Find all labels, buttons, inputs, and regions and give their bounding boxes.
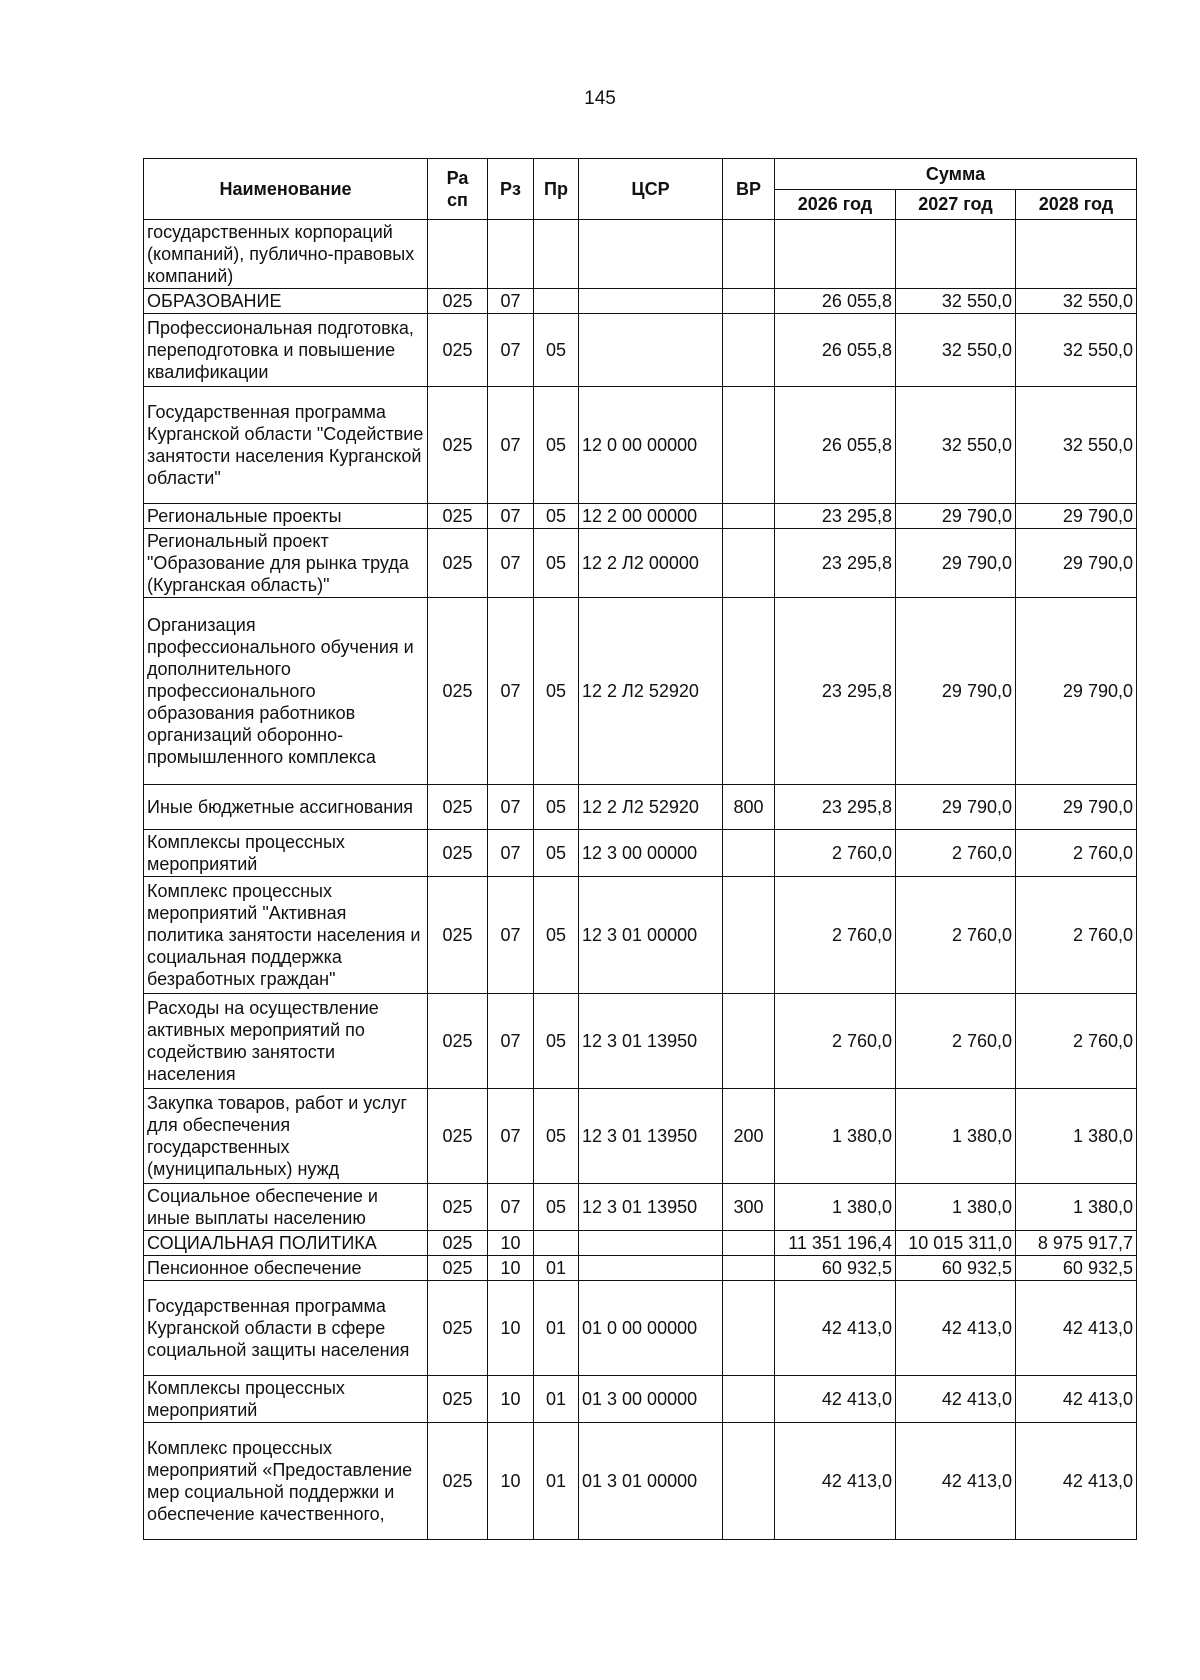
cell-name: Закупка товаров, работ и услуг для обеспечения государственных (муниципальных) нужд — [144, 1089, 428, 1184]
cell-rz: 07 — [488, 289, 534, 314]
cell-rz: 07 — [488, 1089, 534, 1184]
cell-2026: 23 295,8 — [775, 504, 896, 529]
cell-rasp: 025 — [428, 994, 488, 1089]
cell-csr — [579, 289, 723, 314]
cell-name: Комплексы процессных мероприятий — [144, 1376, 428, 1423]
cell-pr: 05 — [534, 529, 579, 598]
cell-name: Региональный проект "Образование для рынка труда (Курганская область)" — [144, 529, 428, 598]
cell-csr: 12 3 01 00000 — [579, 877, 723, 994]
cell-pr: 01 — [534, 1376, 579, 1423]
table-row — [144, 1089, 1137, 1184]
table-row — [144, 1184, 1137, 1231]
cell-rz — [488, 220, 534, 289]
cell-vr — [723, 289, 775, 314]
header-rasp: Ра сп — [428, 159, 488, 220]
cell-2027: 42 413,0 — [896, 1423, 1016, 1540]
table-row — [144, 314, 1137, 387]
cell-pr: 01 — [534, 1281, 579, 1376]
cell-2028: 29 790,0 — [1016, 785, 1137, 830]
table-row — [144, 1423, 1137, 1540]
table-row — [144, 1256, 1137, 1281]
cell-2027: 32 550,0 — [896, 314, 1016, 387]
cell-2026: 42 413,0 — [775, 1423, 896, 1540]
table-row — [144, 785, 1137, 830]
cell-2028: 1 380,0 — [1016, 1089, 1137, 1184]
cell-vr — [723, 830, 775, 877]
cell-pr: 05 — [534, 314, 579, 387]
cell-2026: 26 055,8 — [775, 387, 896, 504]
cell-pr — [534, 220, 579, 289]
header-row — [144, 159, 1137, 190]
cell-2026: 23 295,8 — [775, 598, 896, 785]
cell-rz: 07 — [488, 387, 534, 504]
header-sum: Сумма — [775, 159, 1137, 190]
cell-2026: 1 380,0 — [775, 1184, 896, 1231]
cell-2028: 2 760,0 — [1016, 830, 1137, 877]
cell-2026: 42 413,0 — [775, 1376, 896, 1423]
cell-name: Региональные проекты — [144, 504, 428, 529]
cell-csr: 12 3 01 13950 — [579, 1184, 723, 1231]
header-vr: ВР — [723, 159, 775, 220]
cell-2027: 42 413,0 — [896, 1281, 1016, 1376]
cell-pr: 01 — [534, 1423, 579, 1540]
table-row — [144, 1376, 1137, 1423]
cell-2027: 29 790,0 — [896, 529, 1016, 598]
cell-name: Иные бюджетные ассигнования — [144, 785, 428, 830]
cell-2026 — [775, 220, 896, 289]
cell-pr: 05 — [534, 1089, 579, 1184]
cell-csr: 12 2 Л2 52920 — [579, 598, 723, 785]
cell-name: Организация профессионального обучения и дополнительного профессионального образования работников организаций оборонно-промышленного комплекса — [144, 598, 428, 785]
cell-2028: 32 550,0 — [1016, 314, 1137, 387]
table-body — [144, 220, 1137, 1540]
table-row — [144, 598, 1137, 785]
cell-csr: 01 0 00 00000 — [579, 1281, 723, 1376]
cell-rasp: 025 — [428, 1376, 488, 1423]
table-row — [144, 830, 1137, 877]
cell-2027: 1 380,0 — [896, 1184, 1016, 1231]
cell-rasp: 025 — [428, 830, 488, 877]
cell-csr: 12 3 00 00000 — [579, 830, 723, 877]
cell-rasp: 025 — [428, 387, 488, 504]
header-name: Наименование — [144, 159, 428, 220]
cell-rasp: 025 — [428, 1256, 488, 1281]
cell-2027 — [896, 220, 1016, 289]
cell-vr — [723, 529, 775, 598]
cell-rasp: 025 — [428, 504, 488, 529]
cell-2028: 42 413,0 — [1016, 1376, 1137, 1423]
cell-csr: 12 2 Л2 00000 — [579, 529, 723, 598]
cell-rz: 10 — [488, 1256, 534, 1281]
header-year-2026: 2026 год — [775, 189, 896, 220]
cell-csr: 12 2 Л2 52920 — [579, 785, 723, 830]
cell-pr: 01 — [534, 1256, 579, 1281]
cell-2028: 29 790,0 — [1016, 504, 1137, 529]
table-row — [144, 504, 1137, 529]
header-year-2028: 2028 год — [1016, 189, 1137, 220]
cell-pr: 05 — [534, 598, 579, 785]
cell-vr: 800 — [723, 785, 775, 830]
cell-pr: 05 — [534, 504, 579, 529]
cell-2026: 1 380,0 — [775, 1089, 896, 1184]
cell-vr — [723, 387, 775, 504]
cell-pr: 05 — [534, 387, 579, 504]
cell-2027: 29 790,0 — [896, 598, 1016, 785]
cell-2028: 8 975 917,7 — [1016, 1231, 1137, 1256]
cell-rasp: 025 — [428, 785, 488, 830]
cell-2027: 2 760,0 — [896, 830, 1016, 877]
header-year-2027: 2027 год — [896, 189, 1016, 220]
cell-2028 — [1016, 220, 1137, 289]
table-row — [144, 877, 1137, 994]
cell-csr: 12 3 01 13950 — [579, 1089, 723, 1184]
cell-csr — [579, 1256, 723, 1281]
cell-2026: 2 760,0 — [775, 877, 896, 994]
cell-name: ОБРАЗОВАНИЕ — [144, 289, 428, 314]
cell-vr — [723, 1231, 775, 1256]
cell-2026: 2 760,0 — [775, 830, 896, 877]
cell-2027: 10 015 311,0 — [896, 1231, 1016, 1256]
cell-rasp: 025 — [428, 1184, 488, 1231]
cell-vr — [723, 1281, 775, 1376]
cell-vr — [723, 1256, 775, 1281]
budget-table — [143, 158, 1137, 1540]
cell-vr — [723, 220, 775, 289]
cell-name: Пенсионное обеспечение — [144, 1256, 428, 1281]
cell-rasp: 025 — [428, 1423, 488, 1540]
cell-2026: 11 351 196,4 — [775, 1231, 896, 1256]
table-row — [144, 994, 1137, 1089]
cell-rz: 10 — [488, 1376, 534, 1423]
cell-2027: 32 550,0 — [896, 387, 1016, 504]
cell-2026: 2 760,0 — [775, 994, 896, 1089]
cell-rz: 07 — [488, 785, 534, 830]
cell-rz: 07 — [488, 994, 534, 1089]
cell-2028: 32 550,0 — [1016, 387, 1137, 504]
cell-2028: 32 550,0 — [1016, 289, 1137, 314]
cell-csr: 12 2 00 00000 — [579, 504, 723, 529]
cell-pr: 05 — [534, 785, 579, 830]
cell-rz: 07 — [488, 830, 534, 877]
table-row — [144, 1281, 1137, 1376]
cell-csr: 01 3 00 00000 — [579, 1376, 723, 1423]
cell-name: Комплексы процессных мероприятий — [144, 830, 428, 877]
cell-vr — [723, 877, 775, 994]
cell-rz: 07 — [488, 1184, 534, 1231]
cell-csr — [579, 1231, 723, 1256]
table-row — [144, 220, 1137, 289]
table-row — [144, 1231, 1137, 1256]
cell-pr: 05 — [534, 1184, 579, 1231]
cell-csr — [579, 220, 723, 289]
cell-rasp: 025 — [428, 314, 488, 387]
cell-pr — [534, 1231, 579, 1256]
cell-csr: 12 0 00 00000 — [579, 387, 723, 504]
cell-vr — [723, 1423, 775, 1540]
cell-rz: 10 — [488, 1231, 534, 1256]
page-number: 145 — [584, 88, 616, 109]
cell-rz: 07 — [488, 877, 534, 994]
cell-2028: 2 760,0 — [1016, 877, 1137, 994]
cell-2026: 60 932,5 — [775, 1256, 896, 1281]
cell-vr: 200 — [723, 1089, 775, 1184]
cell-vr — [723, 504, 775, 529]
table-row — [144, 387, 1137, 504]
cell-csr — [579, 314, 723, 387]
cell-name: Государственная программа Курганской области в сфере социальной защиты населения — [144, 1281, 428, 1376]
cell-pr: 05 — [534, 994, 579, 1089]
cell-2028: 2 760,0 — [1016, 994, 1137, 1089]
cell-2028: 42 413,0 — [1016, 1423, 1137, 1540]
cell-2028: 1 380,0 — [1016, 1184, 1137, 1231]
table-row — [144, 529, 1137, 598]
cell-name: Социальное обеспечение и иные выплаты населению — [144, 1184, 428, 1231]
cell-2026: 26 055,8 — [775, 314, 896, 387]
cell-pr: 05 — [534, 877, 579, 994]
cell-name: государственных корпораций (компаний), публично-правовых компаний) — [144, 220, 428, 289]
cell-rz: 07 — [488, 529, 534, 598]
cell-2027: 60 932,5 — [896, 1256, 1016, 1281]
header-rz: Рз — [488, 159, 534, 220]
cell-2027: 42 413,0 — [896, 1376, 1016, 1423]
cell-pr: 05 — [534, 830, 579, 877]
cell-2027: 32 550,0 — [896, 289, 1016, 314]
cell-rz: 07 — [488, 314, 534, 387]
cell-2027: 1 380,0 — [896, 1089, 1016, 1184]
cell-2026: 23 295,8 — [775, 529, 896, 598]
cell-vr — [723, 314, 775, 387]
cell-2027: 29 790,0 — [896, 785, 1016, 830]
cell-pr — [534, 289, 579, 314]
cell-2027: 29 790,0 — [896, 504, 1016, 529]
cell-csr: 01 3 01 00000 — [579, 1423, 723, 1540]
cell-2028: 29 790,0 — [1016, 598, 1137, 785]
cell-rz: 10 — [488, 1423, 534, 1540]
cell-rasp: 025 — [428, 1281, 488, 1376]
cell-name: Расходы на осуществление активных мероприятий по содействию занятости населения — [144, 994, 428, 1089]
cell-2028: 29 790,0 — [1016, 529, 1137, 598]
cell-vr — [723, 1376, 775, 1423]
header-pr: Пр — [534, 159, 579, 220]
header-csr: ЦСР — [579, 159, 723, 220]
cell-2028: 60 932,5 — [1016, 1256, 1137, 1281]
cell-rasp: 025 — [428, 1089, 488, 1184]
cell-2026: 26 055,8 — [775, 289, 896, 314]
cell-rasp — [428, 220, 488, 289]
cell-rasp: 025 — [428, 877, 488, 994]
cell-rasp: 025 — [428, 1231, 488, 1256]
cell-name: СОЦИАЛЬНАЯ ПОЛИТИКА — [144, 1231, 428, 1256]
cell-rz: 07 — [488, 504, 534, 529]
cell-rz: 07 — [488, 598, 534, 785]
cell-2026: 42 413,0 — [775, 1281, 896, 1376]
cell-name: Государственная программа Курганской области "Содействие занятости населения Курганской области" — [144, 387, 428, 504]
cell-vr — [723, 598, 775, 785]
cell-rasp: 025 — [428, 598, 488, 785]
cell-csr: 12 3 01 13950 — [579, 994, 723, 1089]
cell-name: Профессиональная подготовка, переподготовка и повышение квалификации — [144, 314, 428, 387]
table-row — [144, 289, 1137, 314]
cell-vr — [723, 994, 775, 1089]
cell-name: Комплекс процессных мероприятий "Активная политика занятости населения и социальная поддержка безработных граждан" — [144, 877, 428, 994]
cell-rasp: 025 — [428, 529, 488, 598]
cell-vr: 300 — [723, 1184, 775, 1231]
cell-2027: 2 760,0 — [896, 994, 1016, 1089]
cell-2026: 23 295,8 — [775, 785, 896, 830]
cell-rz: 10 — [488, 1281, 534, 1376]
cell-2027: 2 760,0 — [896, 877, 1016, 994]
cell-name: Комплекс процессных мероприятий «Предоставление мер социальной поддержки и обеспечение качественного, — [144, 1423, 428, 1540]
cell-2028: 42 413,0 — [1016, 1281, 1137, 1376]
cell-rasp: 025 — [428, 289, 488, 314]
